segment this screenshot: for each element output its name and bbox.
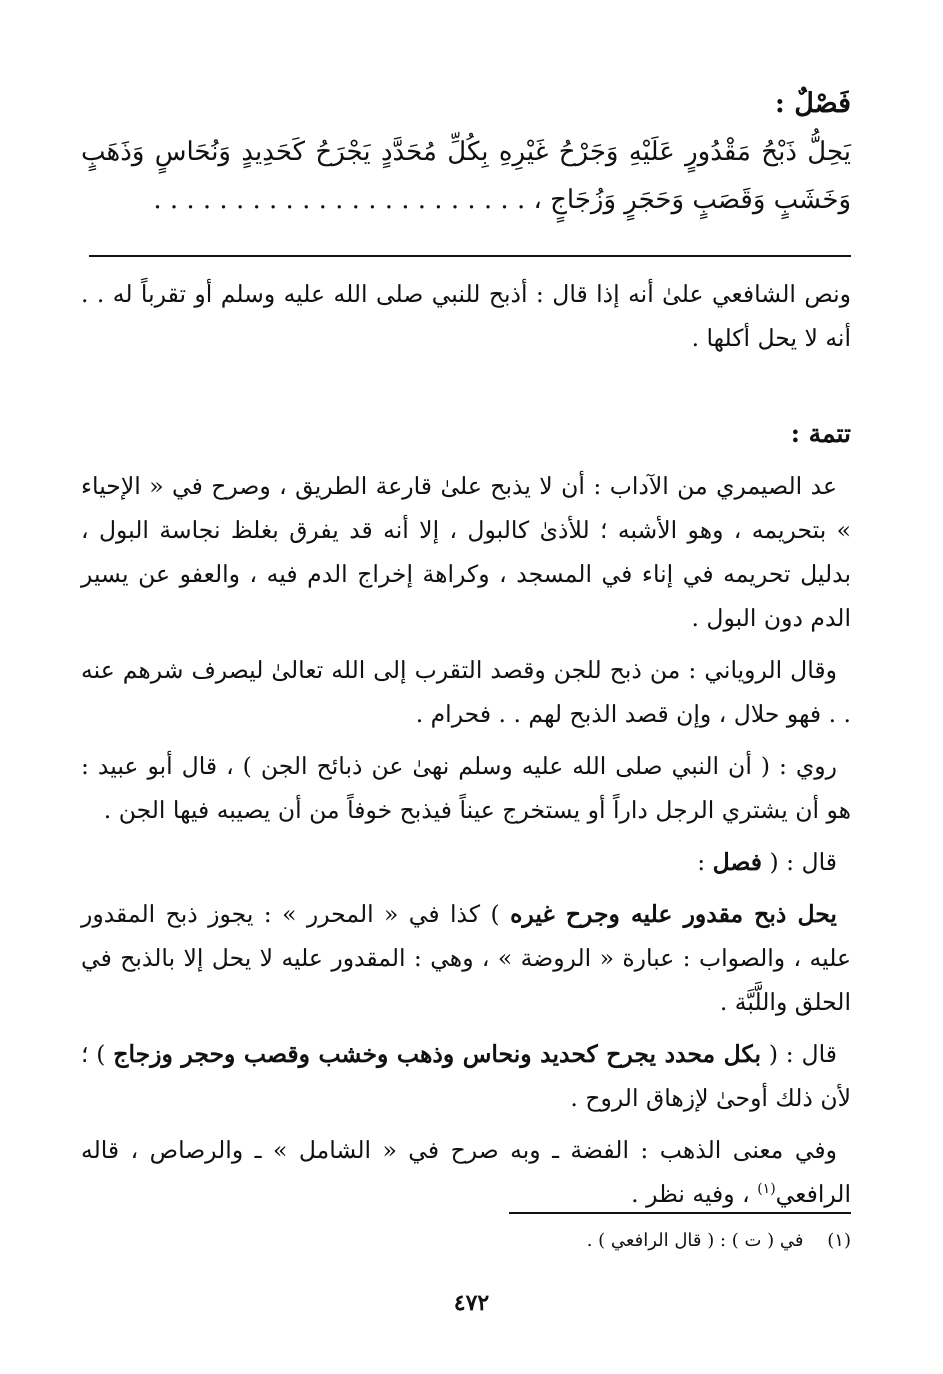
quote-tail: :: [697, 848, 706, 876]
matn-divider: [89, 255, 851, 257]
quote-lead: قال : (: [769, 848, 837, 876]
commentary-text: ) ؛ لأن ذلك أوحىٰ لإزهاق الروح .: [81, 1040, 851, 1112]
footnote-text: في ( ت ) : ( قال الرافعي ) .: [586, 1230, 804, 1251]
commentary-text: ، وفيه نظر .: [631, 1180, 750, 1208]
commentary-paragraph-2: عد الصيمري من الآداب : أن لا يذبح علىٰ قارعة الطريق ، وصرح في « الإحياء » بتحريمه ، وهو الأشبه ؛ للأذىٰ كالبول ، إلا أنه قد يفرق بغلظ نجاسة البول ، بدليل تحريمه في إناء في المسجد ، وكراهة إخراج الدم فيه ، والعفو عن يسير الدم دون البول .: [81, 472, 851, 632]
commentary-text: وفي معنى الذهب : الفضة ـ وبه صرح في « الشامل » ـ والرصاص ، قاله الرافعي: [81, 1136, 851, 1208]
commentary-paragraph-1: ونص الشافعي علىٰ أنه إذا قال : أذبح للنبي صلى الله عليه وسلم أو تقرباً له . . أنه لا يحل أكلها .: [81, 280, 851, 352]
commentary-block: [81, 272, 851, 1224]
quoted-matn: بكل محدد يجرح كحديد ونحاس وذهب وخشب وقصب وحجر وزجاج: [113, 1040, 761, 1068]
matn-heading: فَصْلٌ :: [774, 88, 851, 119]
quoted-matn: فصل: [712, 848, 763, 876]
commentary-paragraph-6: [81, 892, 851, 1024]
footnote-reference[interactable]: (١): [757, 1181, 776, 1198]
footnote: [81, 1226, 851, 1256]
section-title-tatimma: تتمة :: [790, 419, 851, 448]
quote-lead: قال : (: [768, 1040, 838, 1068]
commentary-paragraph-5: [81, 840, 851, 884]
commentary-paragraph-3: وقال الروياني : من ذبح للجن وقصد التقرب إلى الله تعالىٰ ليصرف شرهم عنه . . فهو حلال ، وإن قصد الذبح لهم . . فحرام .: [81, 656, 851, 728]
page-number: ٤٧٢: [453, 1290, 490, 1316]
footnote-divider: [509, 1212, 851, 1214]
commentary-paragraph-7: [81, 1032, 851, 1120]
matn-block: [81, 80, 851, 224]
commentary-paragraph-8: [81, 1128, 851, 1216]
quoted-matn: يحل ذبح مقدور عليه وجرح غيره: [510, 900, 837, 928]
commentary-text: ) كذا في « المحرر » : يجوز ذبح المقدور عليه ، والصواب : عبارة « الروضة » ، وهي : المقدور عليه لا يحل إلا بالذبح في الحلق واللَّبَّة .: [81, 900, 851, 1016]
footnote-number: (١): [827, 1230, 851, 1251]
commentary-paragraph-4: روي : ( أن النبي صلى الله عليه وسلم نهىٰ عن ذبائح الجن ) ، قال أبو عبيد : هو أن يشتري الرجل داراً أو يستخرج عيناً فيذبح خوفاً من أن يصيبه فيها الجن .: [81, 752, 851, 824]
matn-text: يَحِلُّ ذَبْحُ مَقْدُورٍ عَلَيْهِ وَجَرْحُ غَيْرِهِ بِكُلِّ مُحَدَّدٍ يَجْرَحُ كَحَدِيدٍ وَنُحَاسٍ وَذَهَبٍ وَخَشَبٍ وَقَصَبٍ وَحَجَرٍ وَزُجَاجٍ ، . . . . . . . . . . . . . . . . . . . . . . .: [81, 137, 851, 215]
